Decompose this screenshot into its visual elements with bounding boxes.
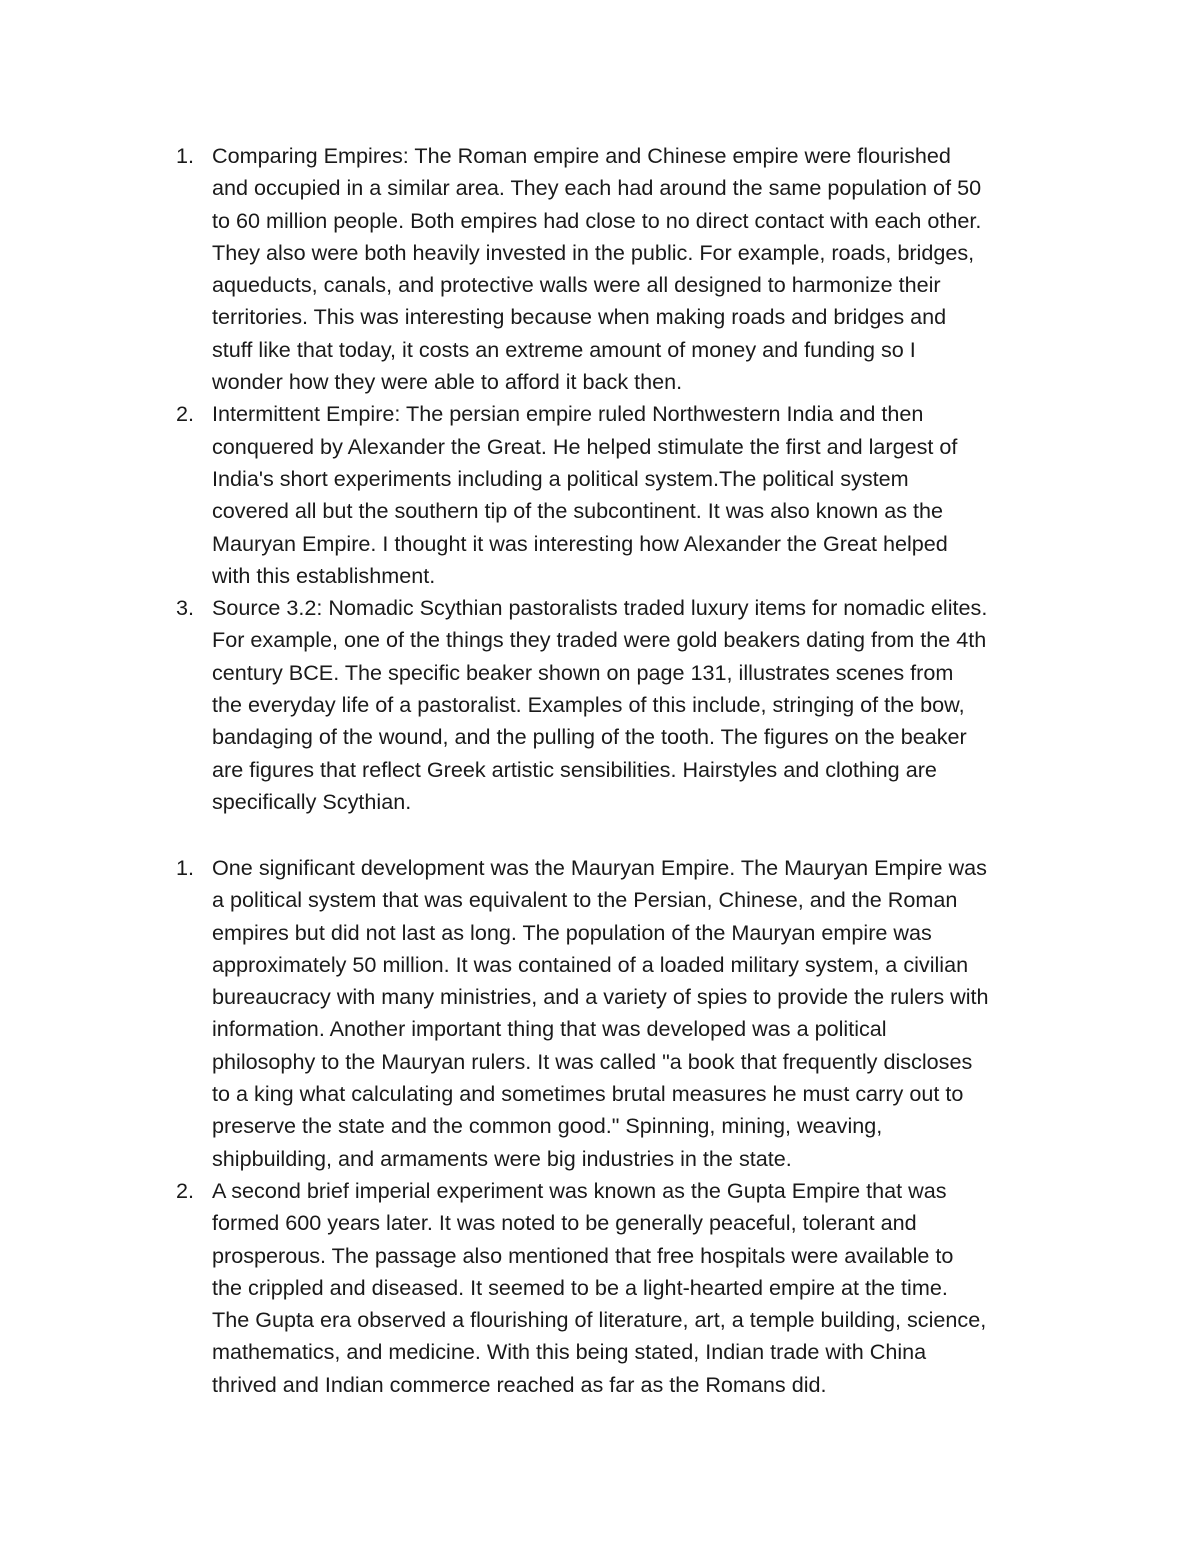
list-item-text: Comparing Empires: The Roman empire and Chinese empire were flourished and occupied in a similar area. They each had around the same population of 50 to 60 million people. Both empires had close to no direct contact with each other. They also were both heavily invested in the public. For example, roads, bridges, aqueducts, canals, and protective walls were all designed to harmonize their territories. This was interesting because when making roads and bridges and stuff like that today, it costs an extreme amount of money and funding so I wonder how they were able to afford it back then.	[212, 143, 982, 395]
list-item-text: Source 3.2: Nomadic Scythian pastoralists traded luxury items for nomadic elites. For example, one of the things they traded were gold beakers dating from the 4th century BCE. The specific beaker shown on page 131, illustrates scenes from the everyday life of a pastoralist. Examples of this include, stringing of the bow, bandaging of the wound, and the pulling of the tooth. The figures on the beaker are figures that reflect Greek artistic sensibilities. Hairstyles and clothing are specifically Scythian.	[212, 595, 988, 814]
list-item-number: 3.	[176, 595, 195, 621]
list-item-text: One significant development was the Mauryan Empire. The Mauryan Empire was a political system that was equivalent to the Persian, Chinese, and the Roman empires but did not last as long. The population of the Mauryan empire was approximately 50 million. It was contained of a loaded military system, a civilian bureaucracy with many ministries, and a variety of spies to provide the rulers with information. Another important thing that was developed was a political philosophy to the Mauryan rulers. It was called "a book that frequently discloses to a king what calculating and sometimes brutal measures he must carry out to preserve the state and the common good." Spinning, mining, weaving, shipbuilding, and armaments were big industries in the state.	[212, 855, 989, 1171]
list-item-intermittent-empire	[0, 398, 1200, 592]
list-item-number: 1.	[176, 855, 195, 880]
list-item-number: 1.	[176, 143, 195, 168]
list-item-gupta-empire	[0, 1175, 1200, 1401]
list-item-text: A second brief imperial experiment was known as the Gupta Empire that was formed 600 years later. It was noted to be generally peaceful, tolerant and prosperous. The passage also mentioned that free hospitals were available to the crippled and diseased. It seemed to be a light-hearted empire at the time. The Gupta era observed a flourishing of literature, art, a temple building, science, mathematics, and medicine. With this being stated, Indian trade with China thrived and Indian commerce reached as far as the Romans did.	[212, 1177, 987, 1397]
numbered-list-first	[0, 140, 1200, 818]
list-item-mauryan-empire	[0, 852, 1200, 1175]
list-item-source-3-2	[0, 592, 1200, 818]
numbered-list-second	[0, 852, 1200, 1401]
list-item-text: Intermittent Empire: The persian empire ruled Northwestern India and then conquered by Alexander the Great. He helped stimulate the first and largest of India's short experiments including a political system.The political system covered all but the southern tip of the subcontinent. It was also known as the Mauryan Empire. I thought it was interesting how Alexander the Great helped with this establishment.	[212, 401, 958, 588]
list-item-number: 2.	[176, 401, 195, 427]
list-item-comparing-empires	[0, 140, 1200, 398]
list-item-number: 2.	[176, 1177, 195, 1203]
